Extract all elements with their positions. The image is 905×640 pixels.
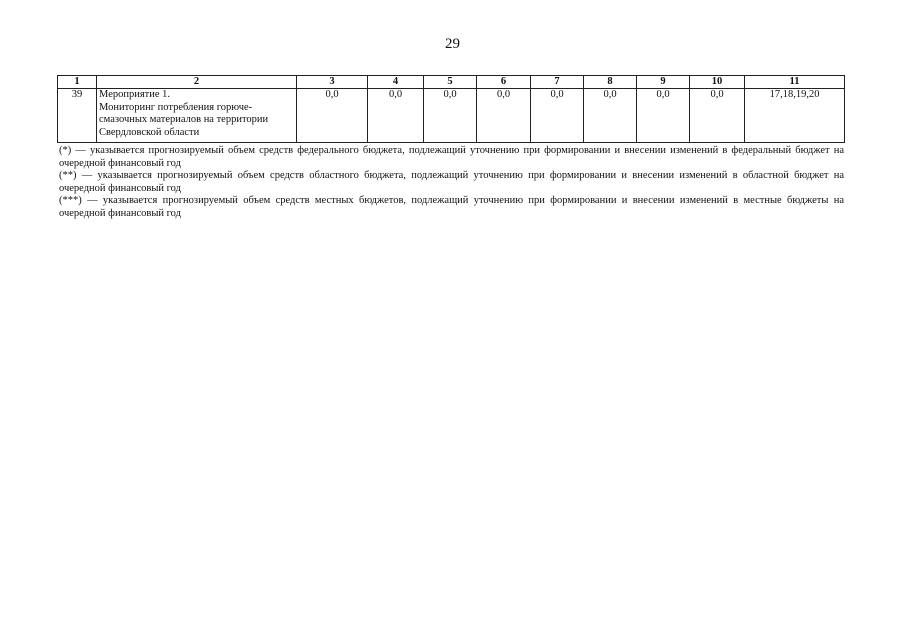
target-indicators-cell: 17,18,19,20: [745, 89, 845, 143]
value-cell: 0,0: [477, 89, 531, 143]
column-header: 5: [424, 76, 477, 89]
measure-name-line: смазочных материалов на территории: [99, 114, 269, 125]
footnotes: [59, 145, 844, 220]
measure-name-line: Мероприятие 1.: [99, 89, 171, 100]
table-header-row: [58, 76, 845, 89]
program-table: [57, 75, 845, 143]
column-header: 9: [637, 76, 690, 89]
footnote-regional: (**) — указывается прогнозируемый объем средств областного бюджета, подлежащий уточнению при формировании и внесении изменений в областной бюджет на очередной финансовый год: [59, 170, 844, 194]
value-cell: 0,0: [297, 89, 368, 143]
column-header: 6: [477, 76, 531, 89]
measure-name-cell: [97, 89, 297, 143]
footnote-local: (***) — указывается прогнозируемый объем средств местных бюджетов, подлежащий уточнению при формировании и внесении изменений в местные бюджеты на очередной финансовый год: [59, 195, 844, 219]
row-number: 39: [58, 89, 97, 143]
column-header: 7: [531, 76, 584, 89]
page-number: 29: [445, 36, 460, 52]
value-cell: 0,0: [637, 89, 690, 143]
value-cell: 0,0: [584, 89, 637, 143]
column-header: 8: [584, 76, 637, 89]
column-header: 2: [97, 76, 297, 89]
column-header: 4: [368, 76, 424, 89]
column-header: 10: [690, 76, 745, 89]
column-header: 11: [745, 76, 845, 89]
footnote-federal: (*) — указывается прогнозируемый объем средств федерального бюджета, подлежащий уточнению при формировании и внесении изменений в федеральный бюджет на очередной финансовый год: [59, 145, 844, 169]
measure-name-line: Мониторинг потребления горюче-: [99, 101, 253, 113]
column-header: 3: [297, 76, 368, 89]
measure-name-line: Свердловской области: [99, 126, 200, 138]
column-header: 1: [58, 76, 97, 89]
value-cell: 0,0: [368, 89, 424, 143]
value-cell: 0,0: [531, 89, 584, 143]
table-row: [58, 89, 845, 143]
value-cell: 0,0: [424, 89, 477, 143]
value-cell: 0,0: [690, 89, 745, 143]
